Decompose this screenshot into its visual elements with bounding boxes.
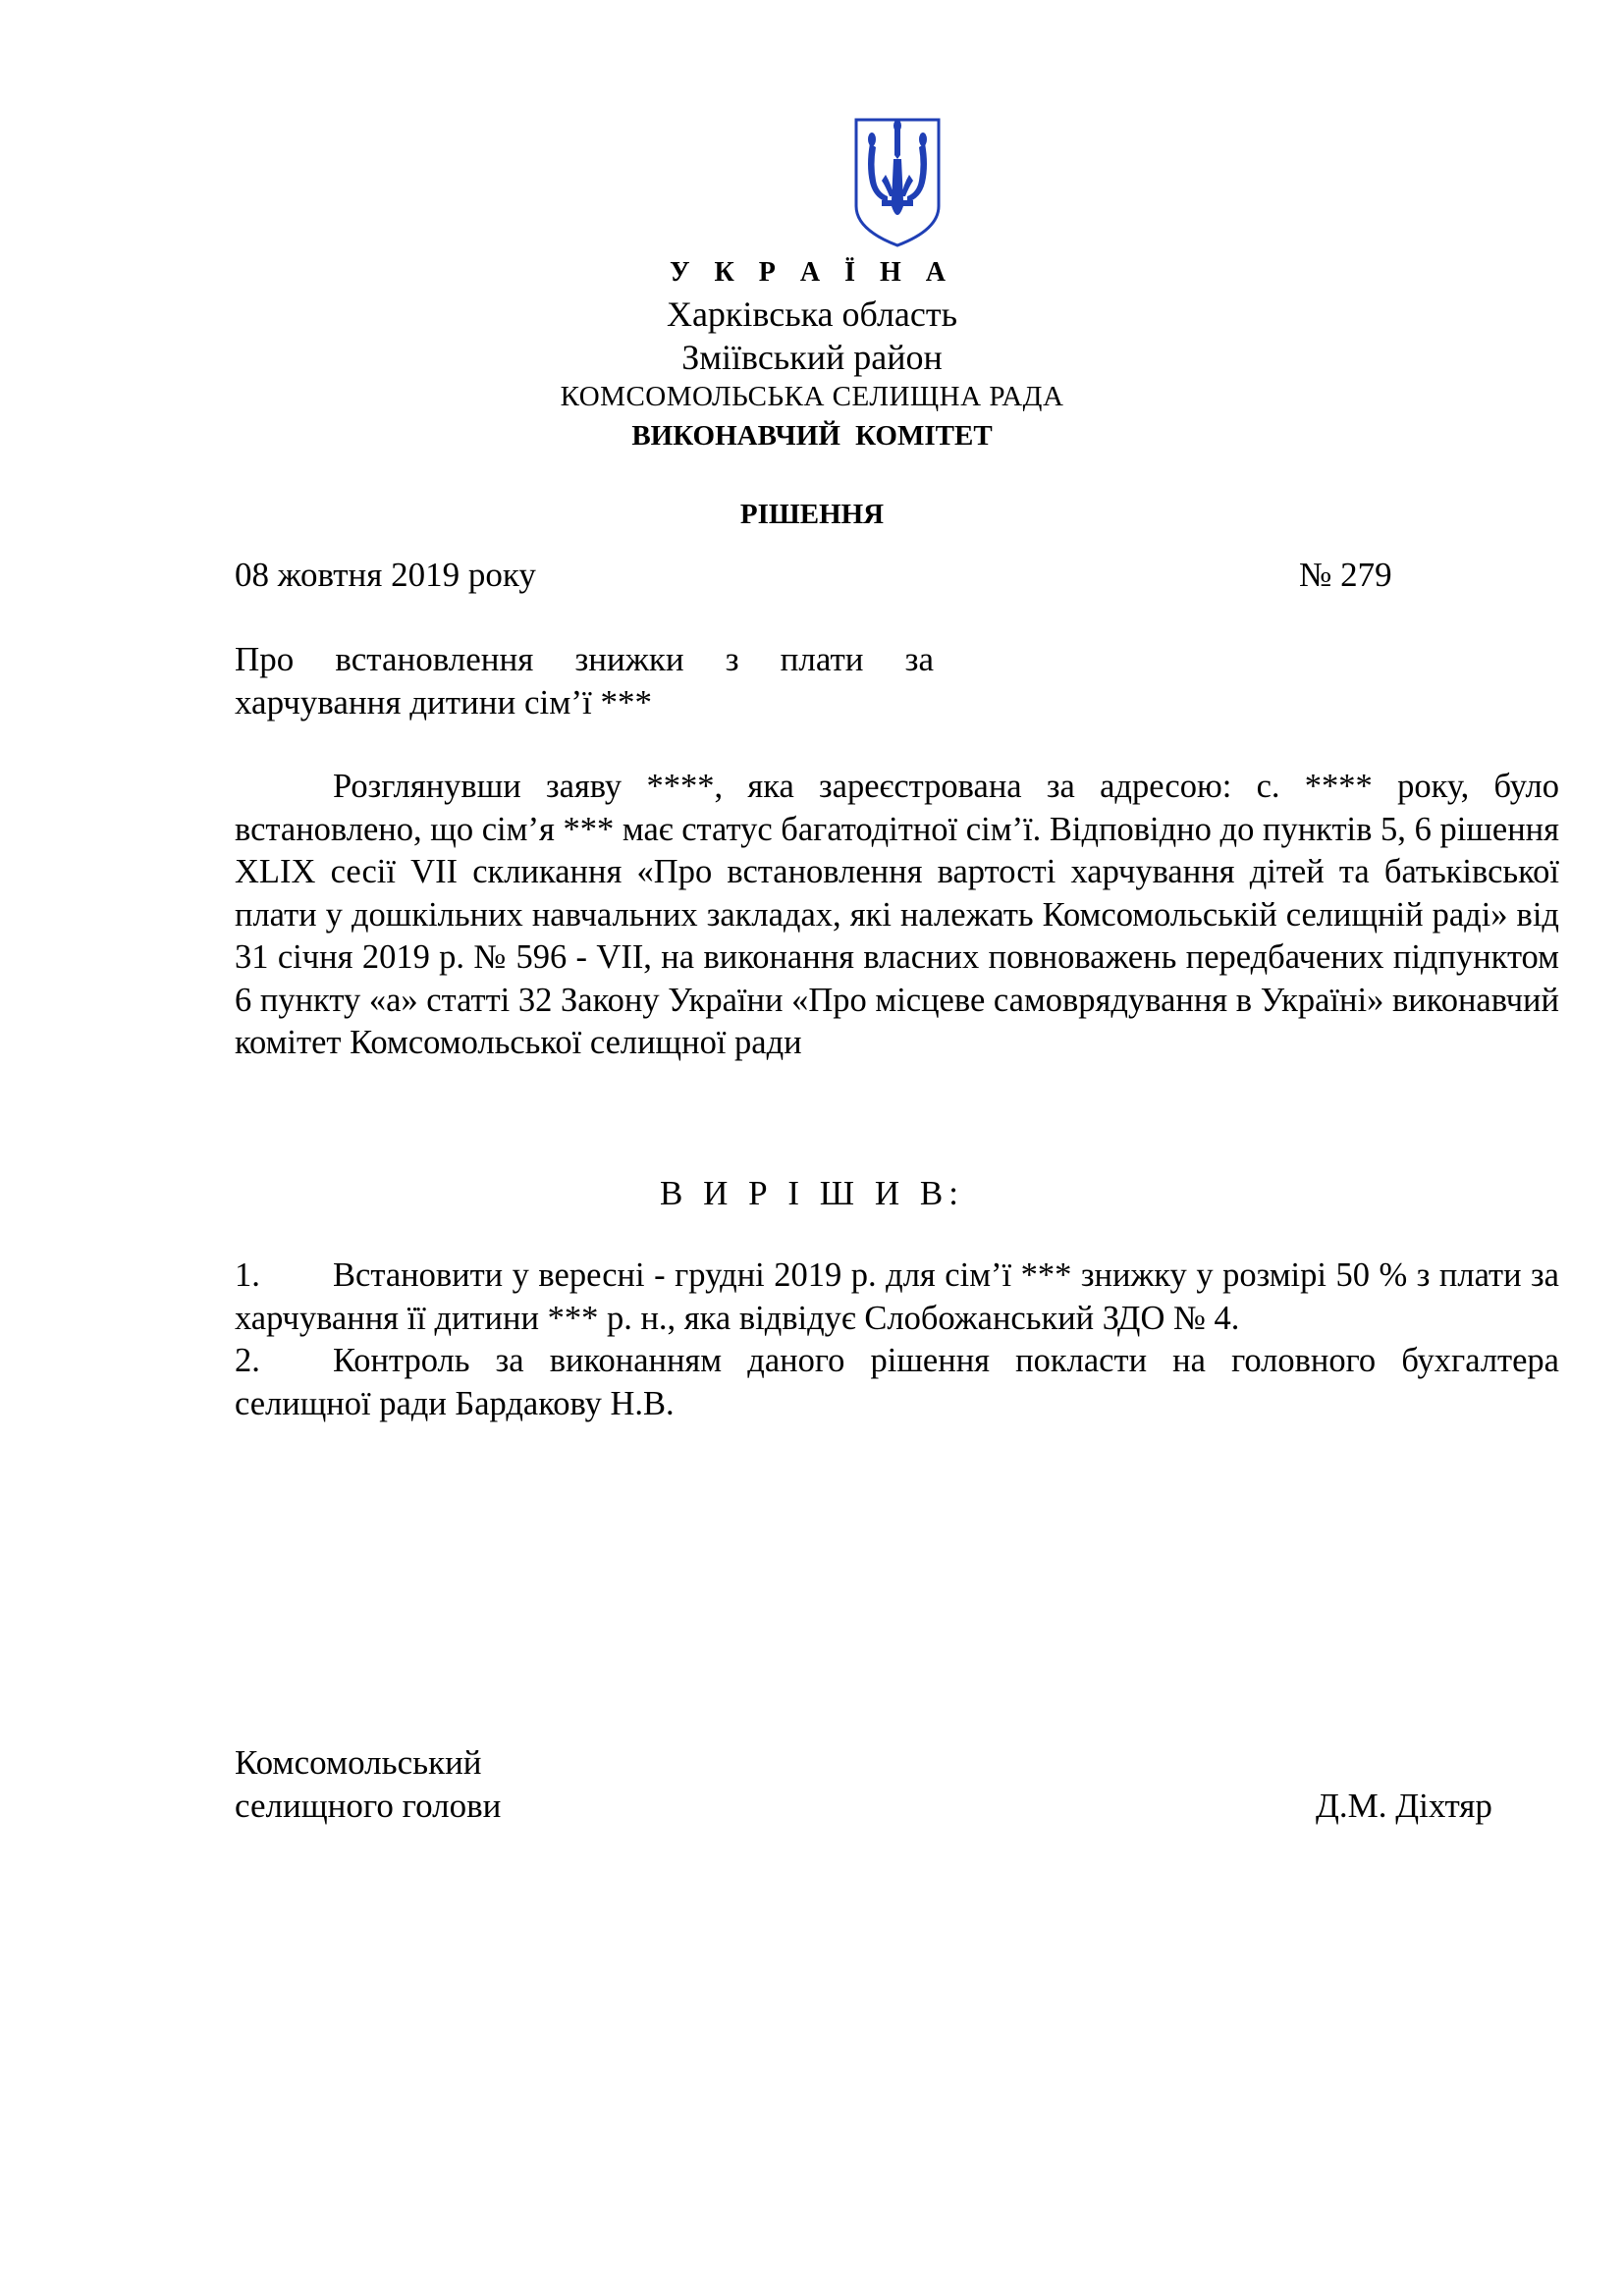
council-heading: КОМСОМОЛЬСЬКА СЕЛИЩНА РАДА xyxy=(560,381,1064,412)
document-subject xyxy=(235,638,934,724)
subject-line-1: Про встановлення знижки з плати за xyxy=(235,640,934,678)
signatory-title xyxy=(235,1741,501,1828)
decision-item-text: Встановити у вересні - грудні 2019 р. для сім’ї *** знижку у розмірі 50 % з плати за харчування її дитини *** р. н., яка відвідує Слобожанський ЗДО № 4. xyxy=(235,1256,1559,1337)
document-date: 08 жовтня 2019 року xyxy=(235,556,536,594)
decision-item-text: Контроль за виконанням даного рішення покласти на головного бухгалтера селищної ради Бардакову Н.В. xyxy=(235,1342,1559,1422)
preamble-paragraph: Розглянувши заяву ****, яка зареєстрована за адресою: с. **** року, було встановлено, що сім’я *** має статус багатодітної сім’ї. Відповідно до пунктів 5, 6 рішення XLIX сесії VII скликання «Про встановлення вартості харчування дітей та батьківської плати у дошкільних навчальних закладах, які належать Комсомольській селищній раді» від 31 січня 2019 р. № 596 - VII, на виконання власних повноважень передбачених підпунктом 6 пункту «а» статті 32 Закону України «Про місцеве самоврядування в Україні» виконавчий комітет Комсомольської селищної ради xyxy=(235,768,1559,1061)
oblast-heading: Харківська область xyxy=(666,294,958,334)
signatory-name: Д.М. Діхтяр xyxy=(1316,1787,1492,1825)
decision-item-2 xyxy=(235,1340,1559,1425)
decision-item-1 xyxy=(235,1255,1559,1340)
signatory-title-line-2: селищного голови xyxy=(235,1787,502,1825)
raion-heading: Зміївський район xyxy=(681,338,943,377)
decision-item-number: 2. xyxy=(235,1342,260,1379)
document-number: № 279 xyxy=(1299,556,1392,594)
document-type-title: РІШЕННЯ xyxy=(739,499,885,530)
trident-coat-of-arms-icon xyxy=(852,116,943,249)
committee-heading: ВИКОНАВЧИЙ КОМІТЕТ xyxy=(631,420,993,452)
subject-line-2: харчування дитини сім’ї *** xyxy=(235,683,653,721)
decision-item-number: 1. xyxy=(235,1256,260,1294)
signatory-title-line-1: Комсомольський xyxy=(235,1743,482,1782)
country-heading: У К Р А Ї Н А xyxy=(669,257,955,288)
resolved-heading: В И Р І Ш И В: xyxy=(660,1174,964,1212)
